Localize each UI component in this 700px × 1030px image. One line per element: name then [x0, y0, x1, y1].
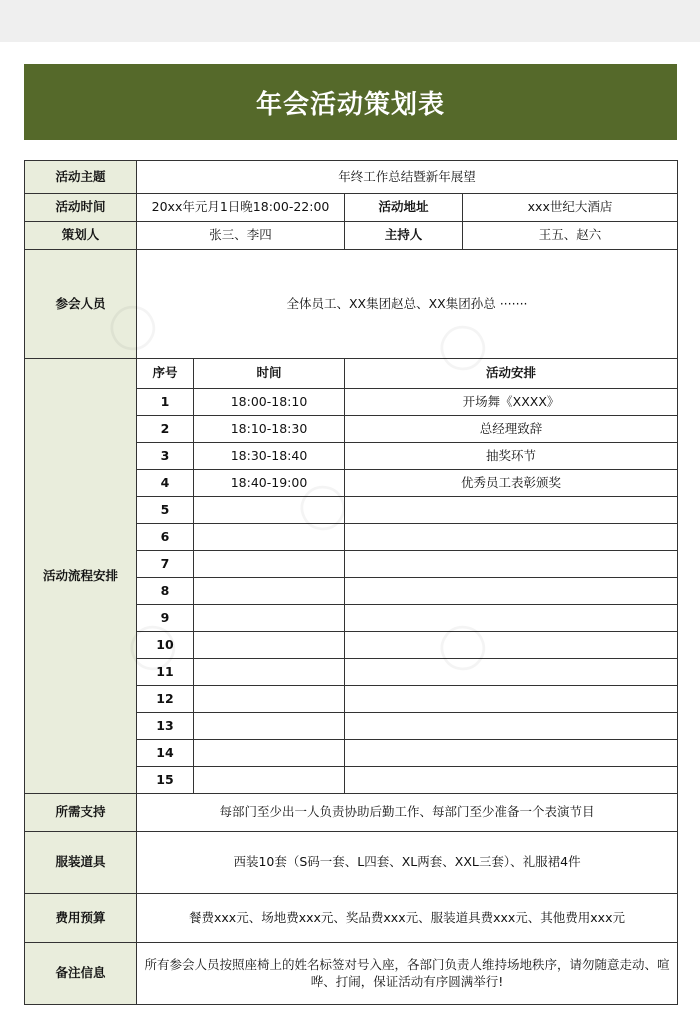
- flow-item: [345, 524, 678, 551]
- flow-time: [194, 713, 345, 740]
- support-value: 每部门至少出一人负责协助后勤工作、每部门至少准备一个表演节目: [137, 794, 678, 832]
- flow-col-no: 序号: [137, 359, 194, 389]
- row-costume: [25, 832, 678, 894]
- flow-item: [345, 767, 678, 794]
- flow-header-row: [25, 359, 678, 389]
- costume-value: 西装10套（S码一套、L四套、XL两套、XXL三套）、礼服裙4件: [137, 832, 678, 894]
- row-theme: [25, 161, 678, 194]
- flow-time: [194, 740, 345, 767]
- host-label: 主持人: [345, 222, 463, 250]
- flow-no: 9: [137, 605, 194, 632]
- flow-time: [194, 497, 345, 524]
- flow-no: 3: [137, 443, 194, 470]
- flow-no: 15: [137, 767, 194, 794]
- flow-no: 1: [137, 389, 194, 416]
- flow-time: [194, 632, 345, 659]
- flow-item: [345, 632, 678, 659]
- time-value: 20xx年元月1日晚18:00-22:00: [137, 194, 345, 222]
- host-value: 王五、赵六: [463, 222, 678, 250]
- flow-no: 6: [137, 524, 194, 551]
- place-label: 活动地址: [345, 194, 463, 222]
- flow-no: 14: [137, 740, 194, 767]
- flow-item: [345, 686, 678, 713]
- flow-no: 4: [137, 470, 194, 497]
- row-notes: [25, 943, 678, 1005]
- flow-item: [345, 740, 678, 767]
- flow-item: [345, 713, 678, 740]
- budget-value: 餐费xxx元、场地费xxx元、奖品费xxx元、服装道具费xxx元、其他费用xxx元: [137, 894, 678, 943]
- flow-item: 抽奖环节: [345, 443, 678, 470]
- flow-item: [345, 605, 678, 632]
- row-planner: [25, 222, 678, 250]
- row-budget: [25, 894, 678, 943]
- costume-label: 服装道具: [25, 832, 137, 894]
- flow-no: 8: [137, 578, 194, 605]
- flow-no: 10: [137, 632, 194, 659]
- time-label: 活动时间: [25, 194, 137, 222]
- flow-time: [194, 686, 345, 713]
- flow-col-item: 活动安排: [345, 359, 678, 389]
- row-time: [25, 194, 678, 222]
- flow-time: 18:10-18:30: [194, 416, 345, 443]
- flow-item: [345, 551, 678, 578]
- flow-item: [345, 659, 678, 686]
- notes-label: 备注信息: [25, 943, 137, 1005]
- planner-label: 策划人: [25, 222, 137, 250]
- planner-value: 张三、李四: [137, 222, 345, 250]
- flow-label: 活动流程安排: [25, 359, 137, 794]
- attendees-value: 全体员工、XX集团赵总、XX集团孙总 ·······: [137, 250, 678, 359]
- flow-item: [345, 578, 678, 605]
- notes-value: 所有参会人员按照座椅上的姓名标签对号入座，各部门负责人维持场地秩序，请勿随意走动、喧哗、打闹，保证活动有序圆满举行!: [137, 943, 678, 1005]
- flow-col-time: 时间: [194, 359, 345, 389]
- flow-item: 开场舞《XXXX》: [345, 389, 678, 416]
- place-value: xxx世纪大酒店: [463, 194, 678, 222]
- theme-label: 活动主题: [25, 161, 137, 194]
- flow-no: 2: [137, 416, 194, 443]
- support-label: 所需支持: [25, 794, 137, 832]
- flow-time: [194, 767, 345, 794]
- plan-table: [24, 160, 678, 1005]
- flow-item: 总经理致辞: [345, 416, 678, 443]
- flow-time: [194, 605, 345, 632]
- flow-time: [194, 551, 345, 578]
- page-title: 年会活动策划表: [24, 64, 677, 140]
- flow-time: 18:00-18:10: [194, 389, 345, 416]
- budget-label: 费用预算: [25, 894, 137, 943]
- flow-no: 5: [137, 497, 194, 524]
- flow-no: 7: [137, 551, 194, 578]
- top-band: [0, 0, 700, 42]
- flow-item: [345, 497, 678, 524]
- flow-time: [194, 524, 345, 551]
- theme-value: 年终工作总结暨新年展望: [137, 161, 678, 194]
- flow-no: 12: [137, 686, 194, 713]
- flow-item: 优秀员工表彰颁奖: [345, 470, 678, 497]
- flow-no: 11: [137, 659, 194, 686]
- flow-time: [194, 659, 345, 686]
- flow-time: 18:40-19:00: [194, 470, 345, 497]
- flow-no: 13: [137, 713, 194, 740]
- row-support: [25, 794, 678, 832]
- flow-time: [194, 578, 345, 605]
- attendees-label: 参会人员: [25, 250, 137, 359]
- row-attendees: [25, 250, 678, 359]
- flow-time: 18:30-18:40: [194, 443, 345, 470]
